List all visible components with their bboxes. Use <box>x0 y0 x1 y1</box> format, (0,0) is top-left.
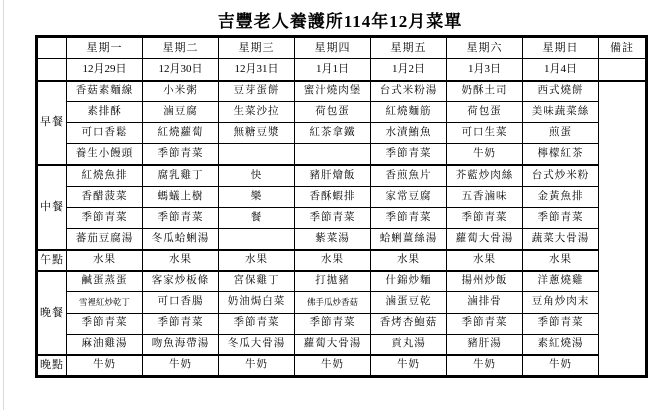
day-header-sun: 星期日 <box>523 37 599 59</box>
menu-cell: 季節青菜 <box>143 313 219 334</box>
menu-cell: 季節青菜 <box>67 207 143 228</box>
menu-cell <box>219 144 295 165</box>
menu-cell: 季節青菜 <box>523 207 599 228</box>
menu-cell: 腐乳雞丁 <box>143 165 219 186</box>
corner-cell <box>37 37 67 59</box>
menu-cell: 美味蔬菜絲 <box>523 102 599 123</box>
menu-cell: 豬肝湯 <box>447 334 523 355</box>
menu-row <box>37 271 647 292</box>
menu-cell: 牛奶 <box>295 355 371 376</box>
menu-cell: 豆角炒肉末 <box>523 292 599 313</box>
day-header-thu: 星期四 <box>295 37 371 59</box>
menu-cell: 素紅燒湯 <box>523 334 599 355</box>
menu-cell: 樂 <box>219 186 295 207</box>
menu-cell: 蕃茄豆腐湯 <box>67 228 143 249</box>
menu-cell: 香煎魚片 <box>371 165 447 186</box>
menu-cell: 牛奶 <box>447 144 523 165</box>
menu-cell: 水果 <box>143 250 219 271</box>
menu-cell <box>295 144 371 165</box>
menu-cell: 五香滷味 <box>447 186 523 207</box>
menu-cell: 豆芽蛋餅 <box>219 81 295 102</box>
notes-body-cell <box>599 81 647 377</box>
notes-date-cell <box>599 59 647 81</box>
menu-cell: 奶油焗白菜 <box>219 292 295 313</box>
menu-cell: 素排酥 <box>67 102 143 123</box>
menu-cell: 家常豆腐 <box>371 186 447 207</box>
menu-cell: 水果 <box>523 250 599 271</box>
date-cell: 12月31日 <box>219 59 295 81</box>
day-header-mon: 星期一 <box>67 37 143 59</box>
menu-cell: 水果 <box>219 250 295 271</box>
page-title: 吉豐老人養護所114年12月菜單 <box>217 12 463 31</box>
menu-cell: 香酥蝦排 <box>295 186 371 207</box>
menu-cell: 季節青菜 <box>295 207 371 228</box>
menu-cell: 季節青菜 <box>143 207 219 228</box>
date-cell: 1月2日 <box>371 59 447 81</box>
menu-cell: 牛奶 <box>447 355 523 376</box>
meal-section-label: 晚餐 <box>37 271 67 356</box>
menu-cell: 紅茶拿鐵 <box>295 123 371 144</box>
menu-cell: 水果 <box>447 250 523 271</box>
meal-section-label: 午點 <box>37 250 67 271</box>
day-header-fri: 星期五 <box>371 37 447 59</box>
menu-cell: 紅燒麵筋 <box>371 102 447 123</box>
menu-row <box>37 313 647 334</box>
menu-cell: 可口香鬆 <box>67 123 143 144</box>
menu-row <box>37 207 647 228</box>
menu-cell: 蛤蜊薑絲湯 <box>371 228 447 249</box>
menu-cell: 養生小饅頭 <box>67 144 143 165</box>
menu-cell: 宮保雞丁 <box>219 271 295 292</box>
menu-row <box>37 228 647 249</box>
menu-cell: 季節青菜 <box>371 144 447 165</box>
menu-cell: 牛奶 <box>219 355 295 376</box>
menu-table <box>35 35 648 378</box>
date-cell: 12月29日 <box>67 59 143 81</box>
menu-cell: 鹹蛋蒸蛋 <box>67 271 143 292</box>
menu-row <box>37 81 647 102</box>
menu-cell: 吻魚海帶湯 <box>143 334 219 355</box>
menu-cell: 季節青菜 <box>523 313 599 334</box>
menu-cell: 牛奶 <box>371 355 447 376</box>
menu-cell: 紅燒蘿蔔 <box>143 123 219 144</box>
menu-cell: 香醋菠菜 <box>67 186 143 207</box>
menu-cell: 可口生菜 <box>447 123 523 144</box>
meal-section-label: 晚點 <box>37 355 67 376</box>
menu-cell: 季節青菜 <box>219 313 295 334</box>
meal-section-label: 中餐 <box>37 165 67 250</box>
menu-row <box>37 102 647 123</box>
menu-row <box>37 292 647 313</box>
menu-row <box>37 250 647 271</box>
menu-row <box>37 165 647 186</box>
menu-cell: 季節青菜 <box>447 313 523 334</box>
page-edge-line <box>3 0 4 410</box>
menu-row <box>37 334 647 355</box>
day-header-sat: 星期六 <box>447 37 523 59</box>
menu-cell: 蔬菜大骨湯 <box>523 228 599 249</box>
meal-section-label: 早餐 <box>37 81 67 166</box>
menu-cell: 芥藍炒肉絲 <box>447 165 523 186</box>
menu-cell: 揚州炒飯 <box>447 271 523 292</box>
menu-cell: 洋蔥燒雞 <box>523 271 599 292</box>
menu-row <box>37 123 647 144</box>
menu-cell: 水果 <box>67 250 143 271</box>
menu-cell: 季節青菜 <box>295 313 371 334</box>
menu-cell: 小米粥 <box>143 81 219 102</box>
menu-cell: 什錦炒麵 <box>371 271 447 292</box>
menu-cell: 香菇素麵線 <box>67 81 143 102</box>
menu-cell: 季節青菜 <box>371 207 447 228</box>
menu-cell: 水漬鮪魚 <box>371 123 447 144</box>
menu-cell: 滷排骨 <box>447 292 523 313</box>
menu-body <box>37 81 647 377</box>
date-cell: 1月4日 <box>523 59 599 81</box>
menu-cell: 佛手瓜炒香菇 <box>295 292 371 313</box>
menu-cell: 紅燒魚排 <box>67 165 143 186</box>
menu-cell: 牛奶 <box>67 355 143 376</box>
weekday-header-row <box>37 37 647 59</box>
menu-cell: 冬瓜蛤蜊湯 <box>143 228 219 249</box>
menu-cell: 荷包蛋 <box>447 102 523 123</box>
menu-cell: 冬瓜大骨湯 <box>219 334 295 355</box>
menu-cell: 台式米粉湯 <box>371 81 447 102</box>
menu-cell: 水果 <box>295 250 371 271</box>
menu-cell: 季節青菜 <box>447 207 523 228</box>
menu-cell: 牛奶 <box>523 355 599 376</box>
menu-cell: 無糖豆漿 <box>219 123 295 144</box>
date-cell: 1月1日 <box>295 59 371 81</box>
date-row <box>37 59 647 81</box>
menu-cell <box>219 228 295 249</box>
menu-cell: 客家炒板條 <box>143 271 219 292</box>
menu-cell: 蘿蔔大骨湯 <box>295 334 371 355</box>
menu-cell: 螞蟻上樹 <box>143 186 219 207</box>
menu-cell: 煎蛋 <box>523 123 599 144</box>
menu-cell: 紫菜湯 <box>295 228 371 249</box>
menu-cell: 貢丸湯 <box>371 334 447 355</box>
menu-cell: 季節青菜 <box>67 313 143 334</box>
menu-cell: 荷包蛋 <box>295 102 371 123</box>
menu-row <box>37 186 647 207</box>
day-header-wed: 星期三 <box>219 37 295 59</box>
menu-cell: 金黃魚排 <box>523 186 599 207</box>
menu-cell: 季節青菜 <box>143 144 219 165</box>
menu-cell: 西式燒餅 <box>523 81 599 102</box>
menu-cell: 打拋豬 <box>295 271 371 292</box>
menu-cell: 生菜沙拉 <box>219 102 295 123</box>
menu-cell: 檸檬紅茶 <box>523 144 599 165</box>
menu-cell: 台式炒米粉 <box>523 165 599 186</box>
menu-cell: 蜜汁燒肉堡 <box>295 81 371 102</box>
menu-cell: 麻油雞湯 <box>67 334 143 355</box>
date-row-corner-cell <box>37 59 67 81</box>
menu-cell: 牛奶 <box>143 355 219 376</box>
menu-row <box>37 144 647 165</box>
date-cell: 1月3日 <box>447 59 523 81</box>
day-header-tue: 星期二 <box>143 37 219 59</box>
notes-header: 備註 <box>599 37 647 59</box>
menu-row <box>37 355 647 376</box>
menu-cell: 奶酥土司 <box>447 81 523 102</box>
menu-cell: 快 <box>219 165 295 186</box>
date-cell: 12月30日 <box>143 59 219 81</box>
menu-cell: 滷豆腐 <box>143 102 219 123</box>
menu-cell: 雪裡紅炒乾丁 <box>67 292 143 313</box>
menu-cell: 香烤杏鮑菇 <box>371 313 447 334</box>
menu-cell: 滷蛋豆乾 <box>371 292 447 313</box>
menu-cell: 餐 <box>219 207 295 228</box>
menu-cell: 可口香腸 <box>143 292 219 313</box>
menu-cell: 蘿蔔大骨湯 <box>447 228 523 249</box>
menu-cell: 豬肝燴飯 <box>295 165 371 186</box>
menu-cell: 水果 <box>371 250 447 271</box>
